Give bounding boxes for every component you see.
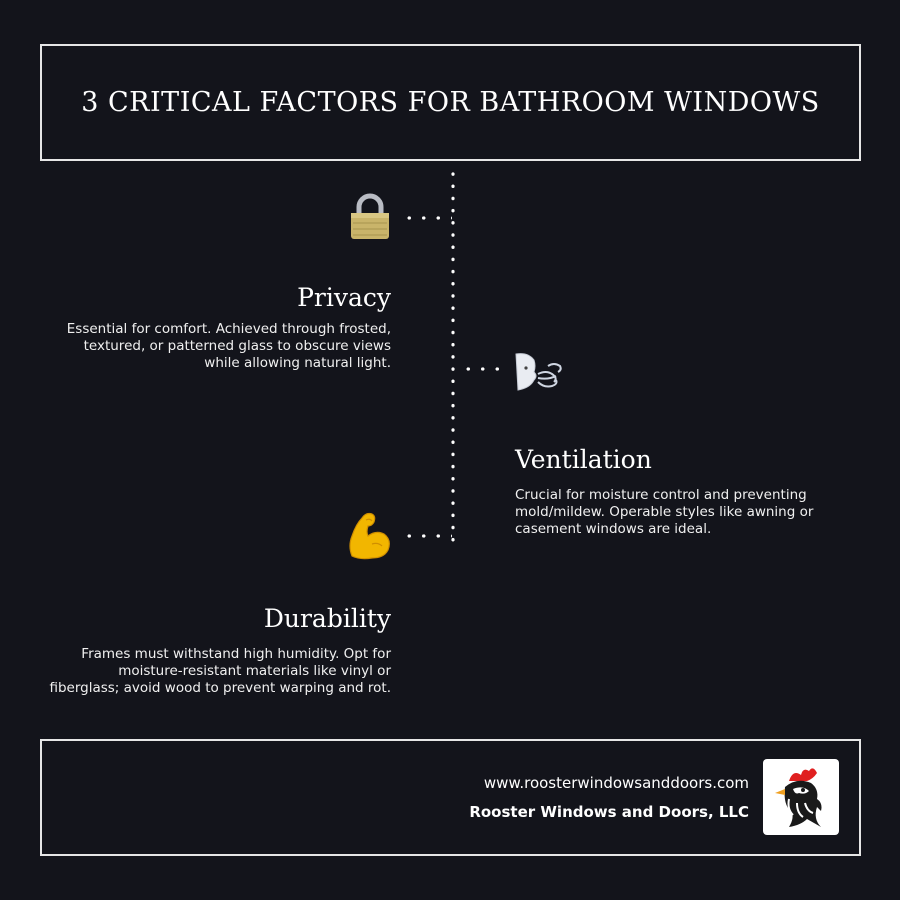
flexed-biceps-icon [346,510,394,562]
ventilation-connector [461,367,505,371]
website-link[interactable]: www.roosterwindowsanddoors.com [483,774,749,792]
footer-box [40,739,861,856]
durability-text: Frames must withstand high humidity. Opt for moisture-resistant materials like vinyl or fiberglass; avoid wood to prevent warping and rot. [49,646,391,696]
privacy-connector [402,216,452,220]
company-name: Rooster Windows and Doors, LLC [469,803,749,821]
ventilation-text: Crucial for moisture control and preventing mold/mildew. Operable styles like awning or casement windows are ideal. [515,487,814,537]
wind-face-icon [514,352,564,398]
ventilation-title: Ventilation [515,445,652,474]
title-box [40,44,861,161]
page-title: 3 CRITICAL FACTORS FOR BATHROOM WINDOWS [81,87,820,118]
rooster-logo [763,759,839,835]
privacy-title: Privacy [297,283,391,312]
privacy-text: Essential for comfort. Achieved through frosted, textured, or patterned glass to obscure views while allowing natural light. [66,321,391,371]
lock-icon [349,193,391,241]
durability-title: Durability [263,604,391,633]
timeline-dotted-line [451,168,455,542]
durability-connector [402,534,452,538]
